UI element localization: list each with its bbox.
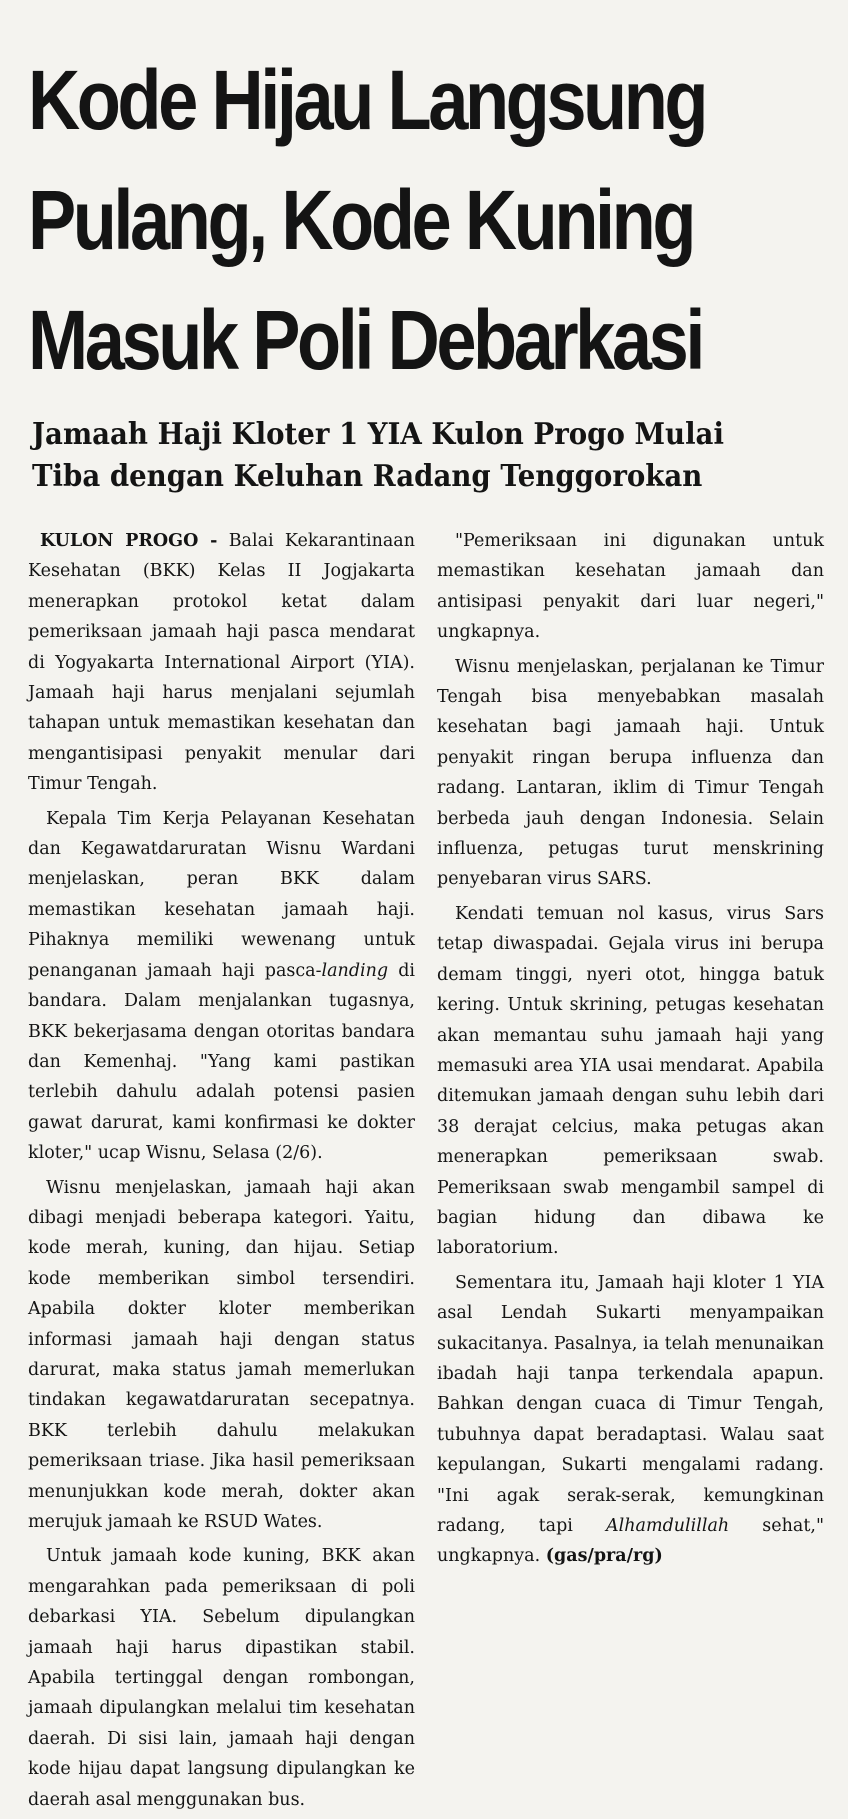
column-right xyxy=(437,526,824,1819)
column-left xyxy=(28,526,415,1819)
dateline: KULON PROGO - xyxy=(40,531,218,551)
paragraph-4: Untuk jamaah kode kuning, BKK akan mengarahkan pada pemeriksaan di poli debarkasi YIA. Sebelum dipulangkan jamaah haji harus dipastikan stabil. Apabila tertinggal dengan rombongan, jamaah dipulangkan melalui tim kesehatan daerah. Di sisi lain, jamaah haji dengan kode hijau dapat langsung dipulangkan ke daerah asal menggunakan bus. xyxy=(28,1546,415,1810)
subheadline xyxy=(32,414,768,498)
paragraph-3: Wisnu menjelaskan, jamaah haji akan dibagi menjadi beberapa kategori. Yaitu, kode merah, kuning, dan hijau. Setiap kode memberikan simbol tersendiri. Apabila dokter kloter memberikan informasi jamaah haji dengan status darurat, maka status jamah memerlukan tindakan kegawatdaruratan secepatnya. BKK terlebih dahulu melakukan pemeriksaan triase. Jika hasil pemeriksaan menunjukkan kode merah, dokter akan merujuk jamaah ke RSUD Wates. xyxy=(28,1177,415,1532)
paragraph-6: Wisnu menjelaskan, perjalanan ke Timur Tengah bisa menyebabkan masalah kesehatan bagi jamaah haji. Untuk penyakit ringan berupa influenza dan radang. Lantaran, iklim di Timur Tengah berbeda jauh dengan Indonesia. Selain influenza, petugas turut menskrining penyebaran virus SARS. xyxy=(437,656,824,890)
article-body xyxy=(28,526,824,1819)
paragraph-8-text-a: Sementara itu, Jamaah haji kloter 1 YIA asal Lendah Sukarti menyampaikan sukacitanya. Pasalnya, ia telah menunaikan ibadah haji tanpa terkendala apapun. Bahkan dengan cuaca di Timur Tengah, tubuhnya dapat beradaptasi. Walau saat kepulangan, Sukarti mengalami radang. "Ini agak serak-serak, kemungkinan radang, tapi xyxy=(437,1272,824,1536)
headline-line-1: Kode Hijau Langsung xyxy=(28,53,706,147)
paragraph-2-italic: landing xyxy=(321,960,389,981)
paragraph-2-text-b: di bandara. Dalam menjalankan tugasnya, BKK bekerjasama dengan otoritas bandara dan Kemenhaj. "Yang kami pastikan terlebih dahulu adalah potensi pasien gawat darurat, kami konfirmasi ke dokter kloter," ucap Wisnu, Selasa (2/6). xyxy=(28,960,415,1164)
headline-line-2: Pulang, Kode Kuning xyxy=(28,173,694,267)
paragraph-1 xyxy=(28,526,415,800)
subheadline-line-1: Jamaah Haji Kloter 1 YIA Kulon Progo Mulai xyxy=(32,417,724,452)
headline xyxy=(28,40,828,400)
paragraph-8 xyxy=(437,1268,824,1572)
paragraph-2-text-a: Kepala Tim Kerja Pelayanan Kesehatan dan Kegawatdaruratan Wisnu Wardani menjelaskan, peran BKK dalam memastikan kesehatan jamaah haji. Pihaknya memiliki wewenang untuk penanganan jamaah haji pasca- xyxy=(28,808,415,981)
paragraph-7: Kendati temuan nol kasus, virus Sars tetap diwaspadai. Gejala virus ini berupa demam tinggi, nyeri otot, hingga batuk kering. Untuk skrining, petugas kesehatan akan memantau suhu jamaah haji yang memasuki area YIA usai mendarat. Apabila ditemukan jamaah dengan suhu lebih dari 38 derajat celcius, maka petugas akan menerapkan pemeriksaan swab. Pemeriksaan swab mengambil sampel di bagian hidung dan dibawa ke laboratorium. xyxy=(437,903,824,1259)
subheadline-line-2: Tiba dengan Keluhan Radang Tenggorokan xyxy=(32,459,703,494)
author-signature: (gas/pra/rg) xyxy=(545,1546,663,1567)
paragraph-1-text: Balai Kekarantinaan Kesehatan (BKK) Kelas II Jogjakarta menerapkan protokol ketat dalam pemeriksaan jamaah haji pasca mendarat di Yogyakarta International Airport (YIA). Jamaah haji harus menjalani sejumlah tahapan untuk memastikan kesehatan dan mengantisipasi penyakit menular dari Timur Tengah. xyxy=(28,531,415,795)
paragraph-2 xyxy=(28,804,415,1169)
headline-line-3: Masuk Poli Debarkasi xyxy=(28,293,702,387)
paragraph-8-italic: Alhamdulillah xyxy=(606,1516,730,1536)
paragraph-8-text-b: sehat," ungkapnya. xyxy=(437,1516,824,1567)
paragraph-5: "Pemeriksaan ini digunakan untuk memastikan kesehatan jamaah dan antisipasi penyakit dari luar negeri," ungkapnya. xyxy=(437,531,824,643)
